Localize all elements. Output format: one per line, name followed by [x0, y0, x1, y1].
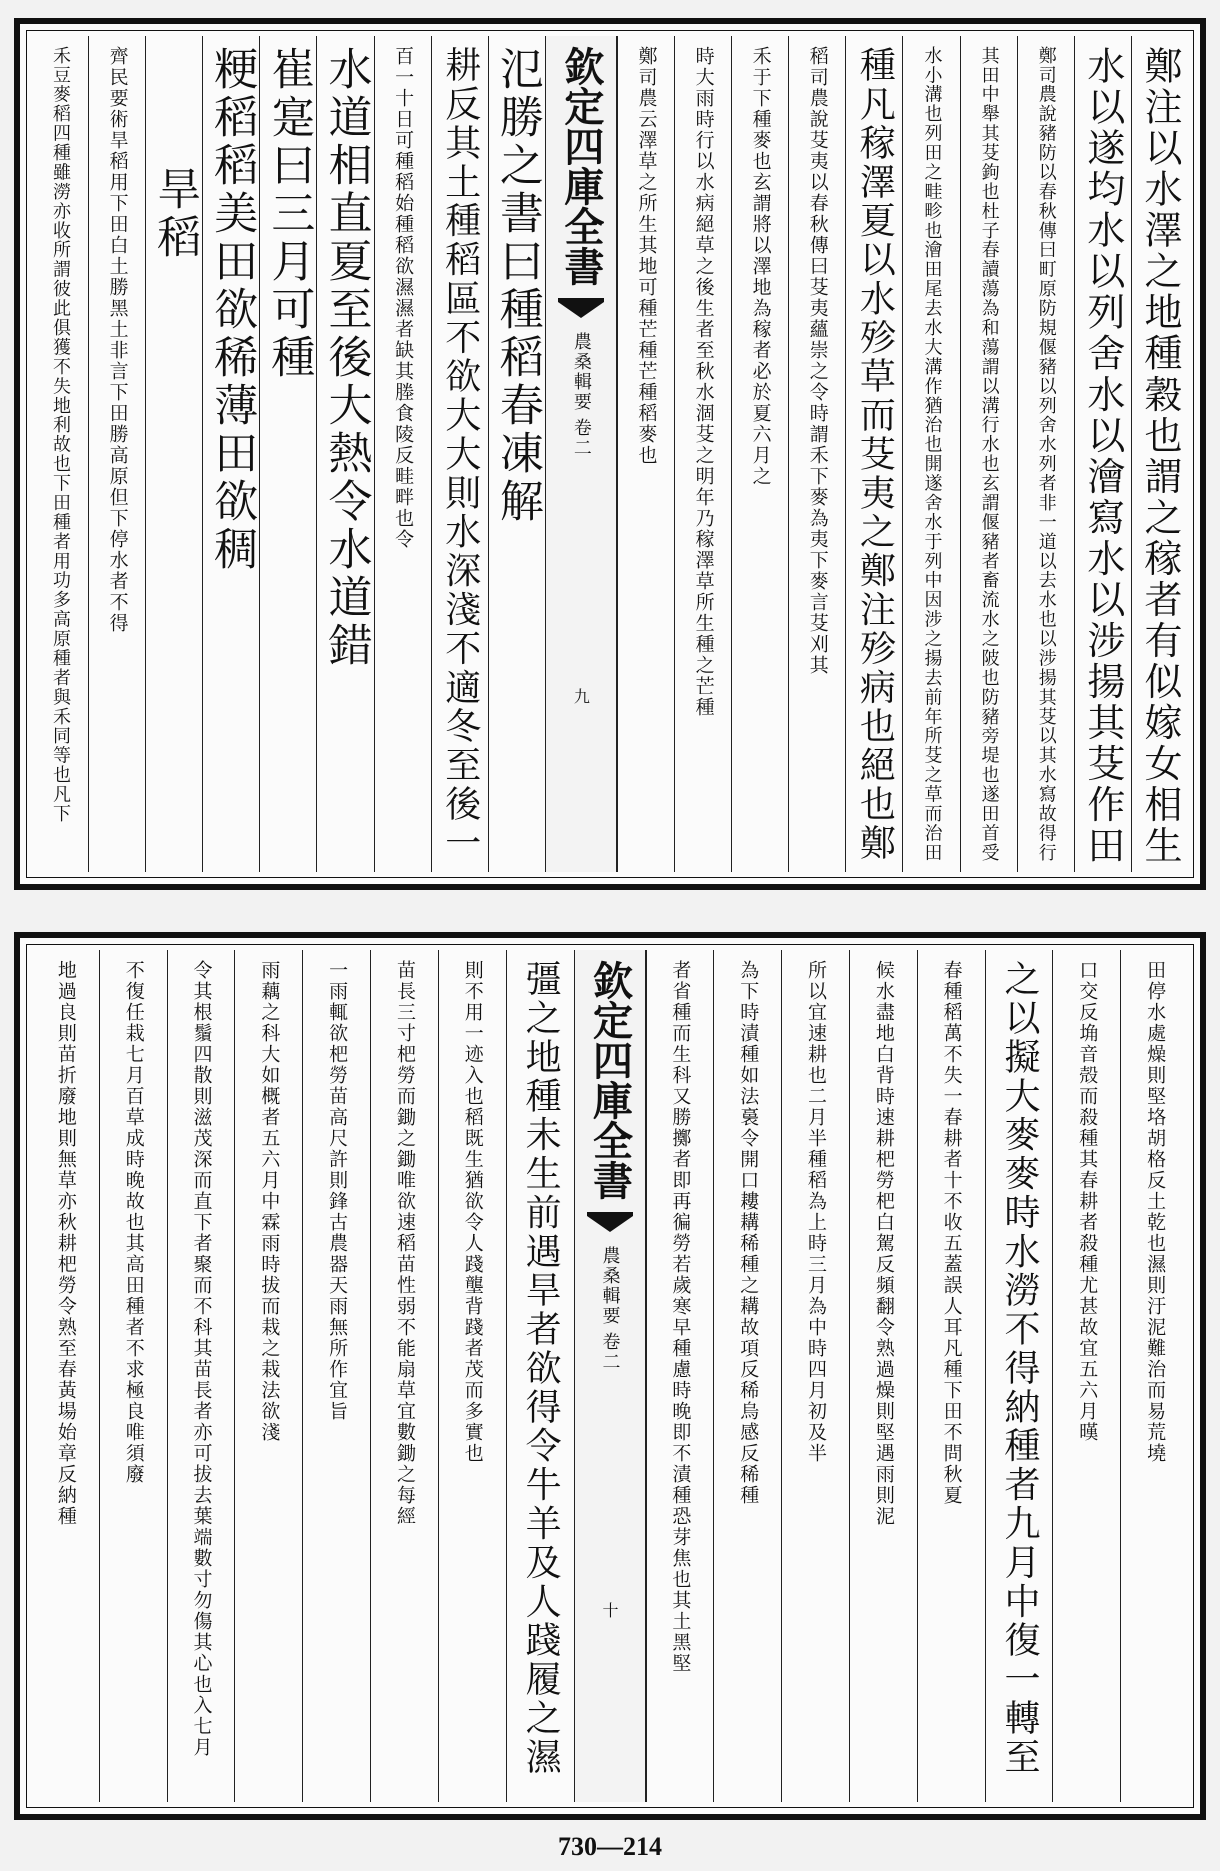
fish-tail-icon — [587, 1212, 633, 1234]
column-text: 不復任栽七月百草成時晚故也其高田種者不求極良唯須廢 — [122, 960, 145, 1485]
text-column — [167, 950, 235, 1802]
column-text: 時大雨時行以水病絕草之後生者至秋水涸芟之明年乃稼澤草所生種之芒種 — [692, 46, 715, 718]
text-column — [731, 36, 788, 872]
text-column — [370, 950, 438, 1802]
column-text: 者省種而生科又勝擲者即再徧勞若歲寒早種慮時晚即不漬種恐芽焦也其土黑堅 — [669, 960, 692, 1674]
column-text: 為下時漬種如法裛令開口耬耩稀種之耩故項反稀烏感反稀種 — [737, 960, 760, 1506]
column-text: 苗長三寸杷勞而鋤之鋤唯欲速稻苗性弱不能扇草宜數鋤之每經 — [393, 960, 416, 1527]
margin-volume: 卷二 — [599, 1332, 621, 1372]
column-text: 耕反其土種稻區不欲大大則水深淺不適冬至後一 — [439, 46, 481, 863]
text-column — [788, 36, 845, 872]
text-column — [431, 36, 488, 872]
text-column — [488, 36, 545, 872]
text-column — [1052, 950, 1120, 1802]
margin-title: 欽定四庫全書 — [557, 46, 605, 286]
column-text: 鄭注以水澤之地種穀也謂之稼者有似嫁女相生 — [1137, 46, 1182, 867]
text-column — [99, 950, 167, 1802]
text-column — [674, 36, 731, 872]
column-text: 候水盡地白背時速耕杷勞杷白駕反頻翻令熟過燥則堅遇雨則泥 — [872, 960, 895, 1527]
section-heading: 旱稻 — [149, 166, 201, 262]
text-column — [302, 950, 370, 1802]
column-text: 粳稻稻美田欲稀薄田欲稠 — [206, 46, 258, 574]
text-column — [781, 950, 849, 1802]
text-column — [506, 950, 574, 1802]
column-text: 田停水處燥則堅垎胡格反土乾也濕則汙泥難治而易荒墝 — [1144, 960, 1167, 1464]
top-page — [14, 18, 1206, 890]
column-text: 氾勝之書曰種稻春凍解 — [491, 46, 543, 526]
column-text: 彊之地種未生前遇旱者欲得令牛羊及人踐履之濕 — [520, 960, 562, 1777]
column-text: 種凡稼澤夏以水殄草而芟夷之鄭注殄病也絕也鄭 — [854, 46, 896, 863]
text-column — [202, 36, 259, 872]
text-column — [234, 950, 302, 1802]
column-text: 之以擬大麥麥時水澇不得納種者九月中復一轉至 — [998, 960, 1040, 1777]
column-text: 春種稻萬不失一春耕者十不收五蓋誤人耳凡種下田不問秋夏 — [940, 960, 963, 1506]
column-text: 水道相直夏至後大熱令水道錯 — [320, 46, 372, 670]
center-margin — [545, 36, 617, 872]
column-text: 一雨輒欲杷勞苗高尺許則鋒古農器天雨無所作宜旨 — [326, 960, 349, 1422]
text-column — [617, 36, 674, 872]
column-text: 所以宜速耕也二月半種稻為上時三月為中時四月初及半 — [805, 960, 828, 1464]
column-text: 齊民要術旱稻用下田白土勝黑土非言下田勝高原但下停水者不得 — [106, 46, 129, 634]
column-text: 水小溝也列田之畦畛也澮田尾去水大溝作猶治也開遂舍水于列中因涉之揚去前年所芟之草而治田 — [921, 46, 943, 863]
margin-title: 欽定四庫全書 — [586, 960, 634, 1200]
text-column — [917, 950, 985, 1802]
column-text: 令其根鬚四散則滋茂深而直下者聚而不科其苗長者亦可拔去葉端數寸勿傷其心也入七月 — [190, 960, 213, 1758]
text-column — [145, 36, 202, 872]
margin-book: 農桑輯要 — [599, 1246, 621, 1326]
text-column — [88, 36, 145, 872]
column-text: 水以遂均水以列舍水以澮寫水以涉揚其芟作田 — [1080, 46, 1125, 867]
text-column — [259, 36, 316, 872]
column-text: 禾于下種麥也玄謂將以澤地為稼者必於夏六月之 — [749, 46, 772, 487]
column-text: 百一十日可種稻始種稻欲濕濕者缺其塍食陵反畦畔也令 — [392, 46, 415, 550]
margin-page: 十 — [600, 1602, 619, 1618]
text-column — [32, 36, 88, 872]
column-text: 稻司農說芟夷以春秋傳曰芟夷蘊崇之令時謂禾下麥為夷下麥言芟刈其 — [806, 46, 829, 676]
text-column — [32, 950, 99, 1802]
top-page-columns — [32, 36, 1188, 872]
page-number: 730—214 — [558, 1832, 662, 1861]
column-text: 則不用一迹入也稻既生猶欲令人踐壟背踐者茂而多實也 — [461, 960, 484, 1464]
column-text: 鄭司農說豬防以春秋傳曰町原防規偃豬以列舍水列者非一道以去水也以涉揚其芟以其水寫故得行 — [1035, 46, 1057, 863]
text-column — [1120, 950, 1188, 1802]
margin-volume: 卷二 — [570, 418, 592, 458]
margin-book: 農桑輯要 — [570, 332, 592, 412]
center-margin — [574, 950, 646, 1802]
text-column — [985, 950, 1053, 1802]
text-column — [646, 950, 714, 1802]
column-text: 雨藕之科大如概者五六月中霖雨時拔而栽之栽法欲淺 — [258, 960, 281, 1443]
text-column — [374, 36, 431, 872]
text-column — [849, 950, 917, 1802]
text-column — [438, 950, 506, 1802]
margin-page: 九 — [571, 688, 591, 704]
column-text: 其田中舉其芟鉤也杜子春讀蕩為和蕩謂以溝行水也玄謂偃豬者畜流水之陂也防豬旁堤也遂田首受 — [978, 46, 1000, 863]
text-column — [960, 36, 1017, 872]
text-column — [902, 36, 959, 872]
text-column — [316, 36, 373, 872]
column-text: 禾豆麥稻四種雖澇亦收所謂彼此俱獲不失地利故也下田種者用功多高原種者與禾同等也凡下 — [49, 46, 71, 824]
bottom-page-columns — [32, 950, 1188, 1802]
text-column — [1074, 36, 1131, 872]
bottom-page — [14, 932, 1206, 1820]
text-column — [713, 950, 781, 1802]
column-text: 地過良則苗折廢地則無草亦秋耕杷勞令熟至春黃場始章反納種 — [54, 960, 77, 1527]
fish-tail-icon — [558, 298, 604, 320]
text-column — [1131, 36, 1188, 872]
column-text: 鄭司農云澤草之所生其地可種芒種芒種稻麥也 — [635, 46, 658, 466]
column-text: 崔寔曰三月可種 — [263, 46, 315, 382]
text-column — [1017, 36, 1074, 872]
column-text: 口交反埆音殻而殺種其春耕者殺種尤甚故宜五六月暵 — [1076, 960, 1099, 1443]
text-column — [845, 36, 902, 872]
